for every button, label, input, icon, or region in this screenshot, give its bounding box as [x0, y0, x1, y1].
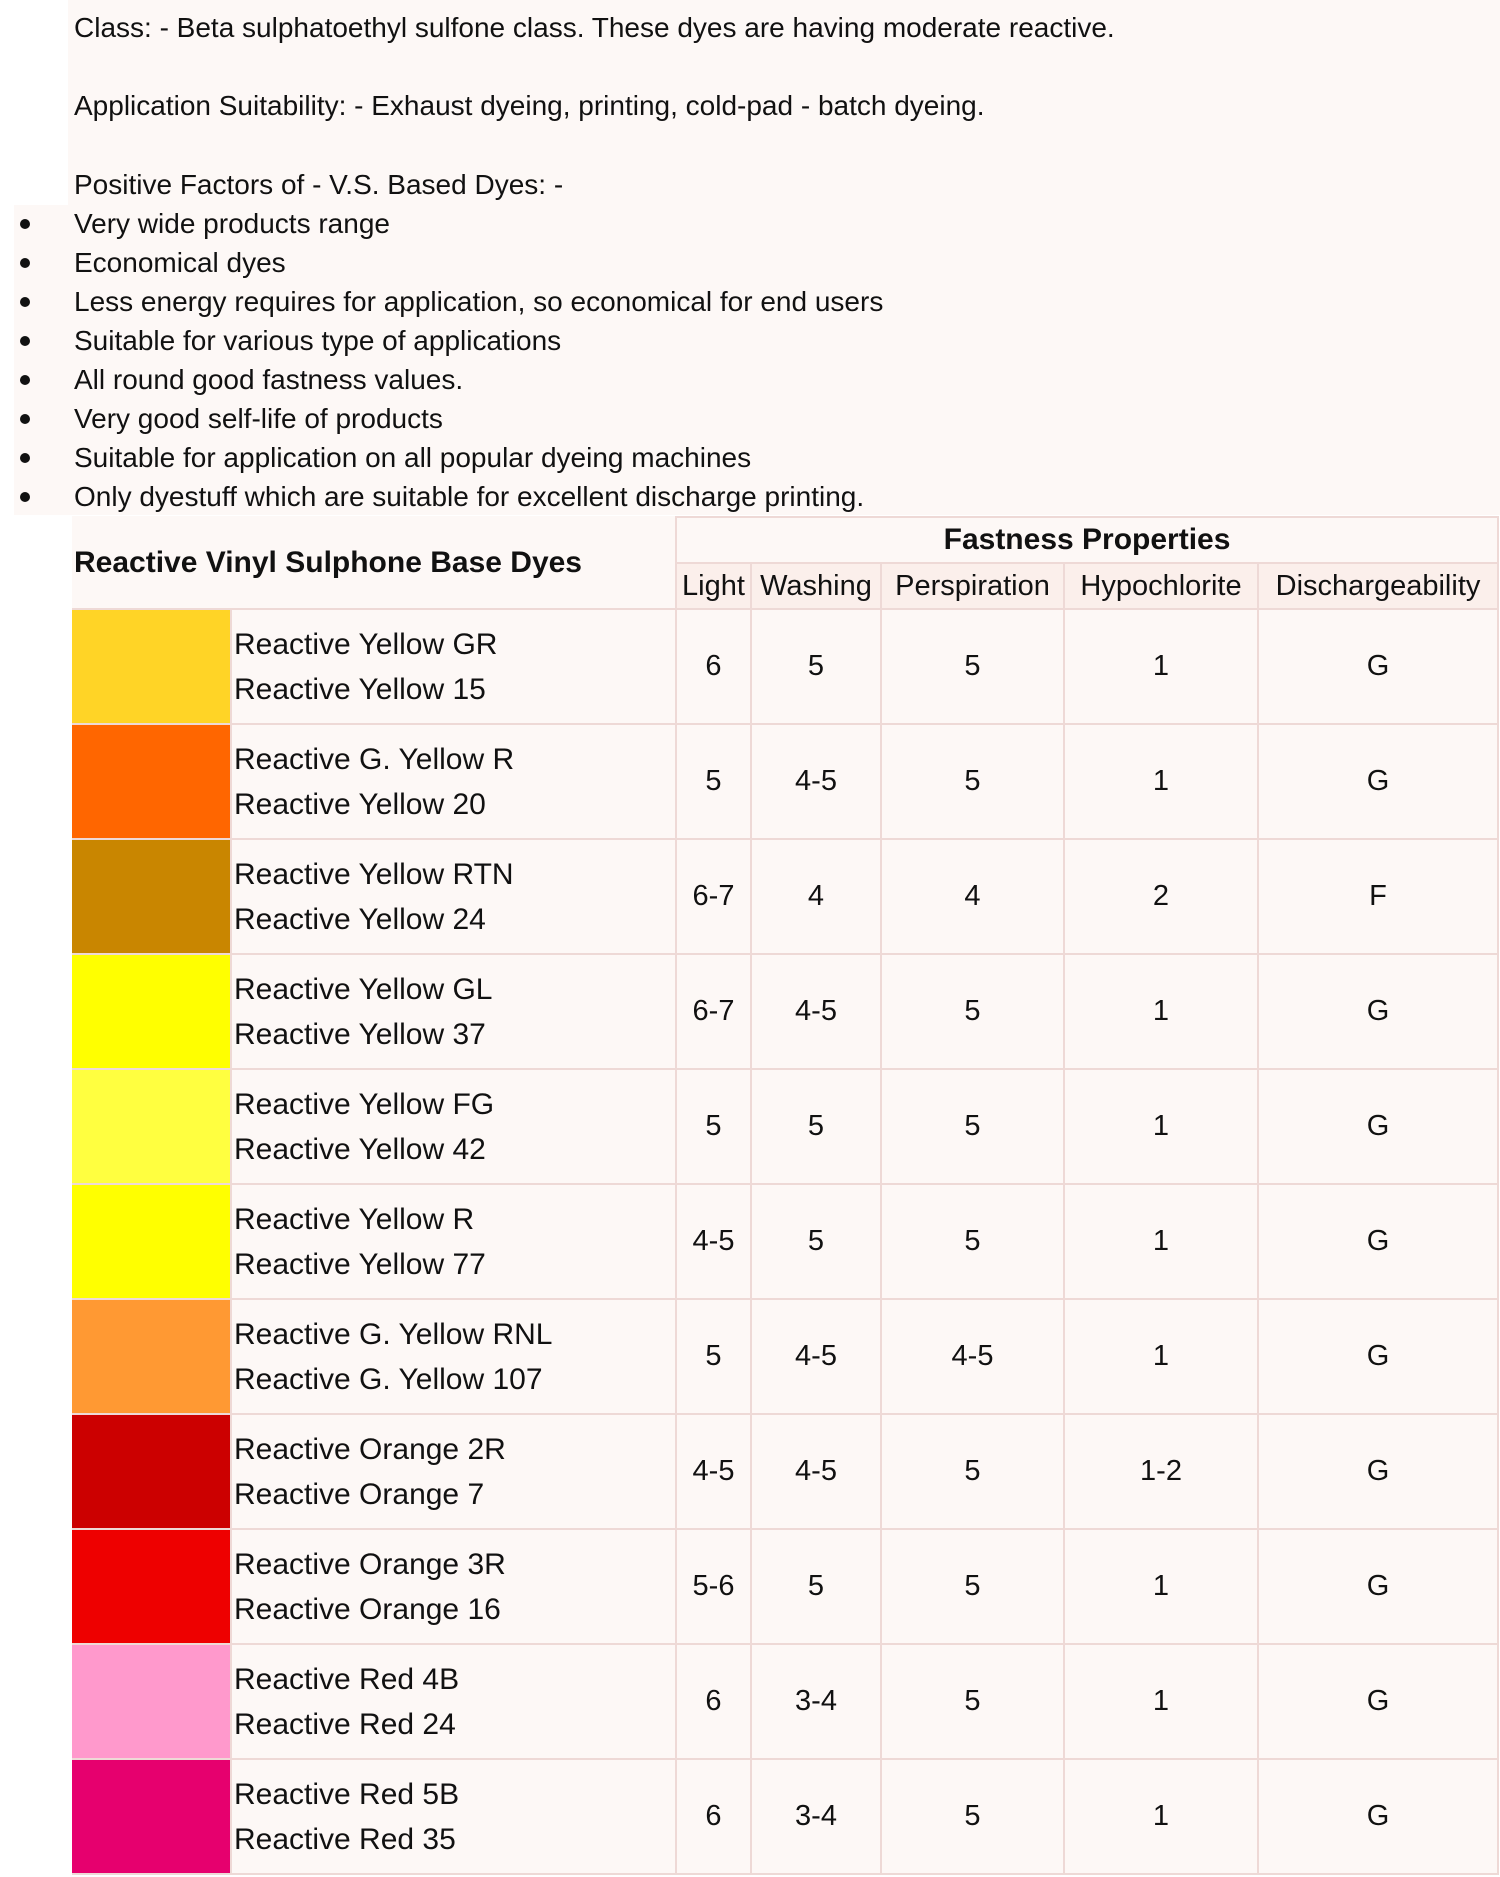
table-body: [72, 609, 1498, 1874]
dye-trade-name: Reactive G. Yellow R: [234, 742, 515, 776]
color-swatch: [72, 1185, 230, 1298]
washing-value: 5: [751, 609, 881, 724]
hypochlorite-value: 1: [1064, 1299, 1258, 1414]
light-value: 4-5: [676, 1414, 751, 1529]
washing-value: 3-4: [751, 1644, 881, 1759]
list-item: Suitable for application on all popular dyeing machines: [74, 441, 751, 475]
bullet-icon: [20, 219, 30, 229]
dye-trade-name: Reactive Yellow FG: [234, 1087, 495, 1121]
bullet-icon: [20, 297, 30, 307]
bullet-icon: [20, 336, 30, 346]
washing-value: 4-5: [751, 1299, 881, 1414]
column-header-hypochlorite: Hypochlorite: [1064, 563, 1258, 609]
light-value: 6-7: [676, 839, 751, 954]
dye-name-cell: [231, 1414, 676, 1529]
washing-value: 3-4: [751, 1759, 881, 1874]
dye-ci-name: Reactive Yellow 20: [234, 787, 486, 821]
dye-ci-name: Reactive Red 24: [234, 1707, 456, 1741]
bullet-icon: [20, 492, 30, 502]
dye-ci-name: Reactive Orange 16: [234, 1592, 501, 1626]
color-swatch-cell: [72, 839, 231, 954]
color-swatch: [72, 955, 230, 1068]
table-row: [72, 839, 1498, 954]
dye-trade-name: Reactive Yellow R: [234, 1202, 475, 1236]
light-value: 5: [676, 1299, 751, 1414]
dye-name-cell: [231, 1069, 676, 1184]
table-row: [72, 954, 1498, 1069]
washing-value: 4-5: [751, 724, 881, 839]
list-item: Only dyestuff which are suitable for excellent discharge printing.: [74, 480, 864, 514]
dye-trade-name: Reactive Yellow RTN: [234, 857, 514, 891]
dischargeability-value: G: [1258, 954, 1498, 1069]
list-item: Suitable for various type of applications: [74, 324, 561, 358]
washing-value: 4-5: [751, 954, 881, 1069]
perspiration-value: 5: [881, 1414, 1064, 1529]
table-title: Reactive Vinyl Sulphone Base Dyes: [72, 517, 676, 609]
color-swatch: [72, 840, 230, 953]
class-line: Class: - Beta sulphatoethyl sulfone class. These dyes are having moderate reactive.: [74, 12, 1115, 43]
color-swatch-cell: [72, 1184, 231, 1299]
perspiration-value: 5: [881, 1644, 1064, 1759]
perspiration-value: 5: [881, 954, 1064, 1069]
color-swatch: [72, 1645, 230, 1758]
light-value: 6-7: [676, 954, 751, 1069]
dischargeability-value: G: [1258, 609, 1498, 724]
dye-ci-name: Reactive Yellow 77: [234, 1247, 486, 1281]
color-swatch-cell: [72, 1759, 231, 1874]
dischargeability-value: G: [1258, 1184, 1498, 1299]
light-value: 6: [676, 1759, 751, 1874]
color-swatch: [72, 610, 230, 723]
dye-fastness-table: [72, 516, 1499, 1875]
color-swatch: [72, 1070, 230, 1183]
column-header-light: Light: [676, 563, 751, 609]
washing-value: 5: [751, 1069, 881, 1184]
list-item: Very good self-life of products: [74, 402, 443, 436]
positive-factors-heading: Positive Factors of - V.S. Based Dyes: -: [74, 169, 564, 200]
list-item: Economical dyes: [74, 246, 286, 280]
washing-value: 4: [751, 839, 881, 954]
column-header-perspiration: Perspiration: [881, 563, 1064, 609]
color-swatch: [72, 1760, 230, 1873]
hypochlorite-value: 1: [1064, 1184, 1258, 1299]
washing-value: 5: [751, 1529, 881, 1644]
perspiration-value: 4: [881, 839, 1064, 954]
hypochlorite-value: 2: [1064, 839, 1258, 954]
hypochlorite-value: 1: [1064, 1529, 1258, 1644]
perspiration-value: 4-5: [881, 1299, 1064, 1414]
dye-ci-name: Reactive Yellow 37: [234, 1017, 486, 1051]
dye-trade-name: Reactive Red 4B: [234, 1662, 460, 1696]
hypochlorite-value: 1: [1064, 1759, 1258, 1874]
dischargeability-value: G: [1258, 724, 1498, 839]
dye-trade-name: Reactive Orange 3R: [234, 1547, 506, 1581]
hypochlorite-value: 1-2: [1064, 1414, 1258, 1529]
color-swatch-cell: [72, 609, 231, 724]
table-row: [72, 1644, 1498, 1759]
light-value: 4-5: [676, 1184, 751, 1299]
bullet-icon: [20, 258, 30, 268]
dye-trade-name: Reactive Yellow GL: [234, 972, 493, 1006]
dye-trade-name: Reactive Orange 2R: [234, 1432, 506, 1466]
dye-trade-name: Reactive G. Yellow RNL: [234, 1317, 553, 1351]
list-item: All round good fastness values.: [74, 363, 463, 397]
hypochlorite-value: 1: [1064, 724, 1258, 839]
color-swatch-cell: [72, 1299, 231, 1414]
color-swatch-cell: [72, 954, 231, 1069]
column-header-dischargeability: Dischargeability: [1258, 563, 1498, 609]
dye-ci-name: Reactive Orange 7: [234, 1477, 485, 1511]
table-row: [72, 609, 1498, 724]
perspiration-value: 5: [881, 609, 1064, 724]
color-swatch-cell: [72, 724, 231, 839]
color-swatch-cell: [72, 1529, 231, 1644]
dye-name-cell: [231, 1644, 676, 1759]
table-row: [72, 1414, 1498, 1529]
bullet-icon: [20, 414, 30, 424]
perspiration-value: 5: [881, 1069, 1064, 1184]
dye-name-cell: [231, 1184, 676, 1299]
perspiration-value: 5: [881, 1184, 1064, 1299]
color-swatch-cell: [72, 1069, 231, 1184]
dye-ci-name: Reactive Yellow 42: [234, 1132, 486, 1166]
dye-name-cell: [231, 724, 676, 839]
dischargeability-value: G: [1258, 1644, 1498, 1759]
dischargeability-value: G: [1258, 1069, 1498, 1184]
table-row: [72, 1069, 1498, 1184]
perspiration-value: 5: [881, 724, 1064, 839]
dischargeability-value: G: [1258, 1759, 1498, 1874]
dye-ci-name: Reactive Red 35: [234, 1822, 456, 1856]
dye-name-cell: [231, 1299, 676, 1414]
dischargeability-value: G: [1258, 1529, 1498, 1644]
dye-name-cell: [231, 1759, 676, 1874]
light-value: 6: [676, 609, 751, 724]
light-value: 6: [676, 1644, 751, 1759]
light-value: 5: [676, 1069, 751, 1184]
dye-trade-name: Reactive Yellow GR: [234, 627, 498, 661]
fastness-properties-header: Fastness Properties: [676, 517, 1498, 563]
color-swatch: [72, 1415, 230, 1528]
table-row: [72, 1184, 1498, 1299]
light-value: 5-6: [676, 1529, 751, 1644]
list-item: Very wide products range: [74, 207, 390, 241]
washing-value: 4-5: [751, 1414, 881, 1529]
hypochlorite-value: 1: [1064, 1069, 1258, 1184]
table-row: [72, 1529, 1498, 1644]
color-swatch-cell: [72, 1644, 231, 1759]
perspiration-value: 5: [881, 1529, 1064, 1644]
perspiration-value: 5: [881, 1759, 1064, 1874]
color-swatch: [72, 1300, 230, 1413]
dischargeability-value: G: [1258, 1299, 1498, 1414]
hypochlorite-value: 1: [1064, 954, 1258, 1069]
washing-value: 5: [751, 1184, 881, 1299]
dye-ci-name: Reactive G. Yellow 107: [234, 1362, 543, 1396]
color-swatch: [72, 1530, 230, 1643]
table-row: [72, 1759, 1498, 1874]
dye-name-cell: [231, 954, 676, 1069]
hypochlorite-value: 1: [1064, 1644, 1258, 1759]
table-row: [72, 724, 1498, 839]
dye-ci-name: Reactive Yellow 15: [234, 672, 486, 706]
dye-name-cell: [231, 839, 676, 954]
dye-trade-name: Reactive Red 5B: [234, 1777, 460, 1811]
dye-ci-name: Reactive Yellow 24: [234, 902, 486, 936]
dye-name-cell: [231, 1529, 676, 1644]
list-item: Less energy requires for application, so economical for end users: [74, 285, 883, 319]
dye-name-cell: [231, 609, 676, 724]
application-line: Application Suitability: - Exhaust dyeing, printing, cold-pad - batch dyeing.: [74, 90, 985, 121]
bullet-icon: [20, 375, 30, 385]
dischargeability-value: G: [1258, 1414, 1498, 1529]
table-row: [72, 1299, 1498, 1414]
light-value: 5: [676, 724, 751, 839]
bullet-icon: [20, 453, 30, 463]
dischargeability-value: F: [1258, 839, 1498, 954]
column-header-washing: Washing: [751, 563, 881, 609]
hypochlorite-value: 1: [1064, 609, 1258, 724]
color-swatch-cell: [72, 1414, 231, 1529]
color-swatch: [72, 725, 230, 838]
